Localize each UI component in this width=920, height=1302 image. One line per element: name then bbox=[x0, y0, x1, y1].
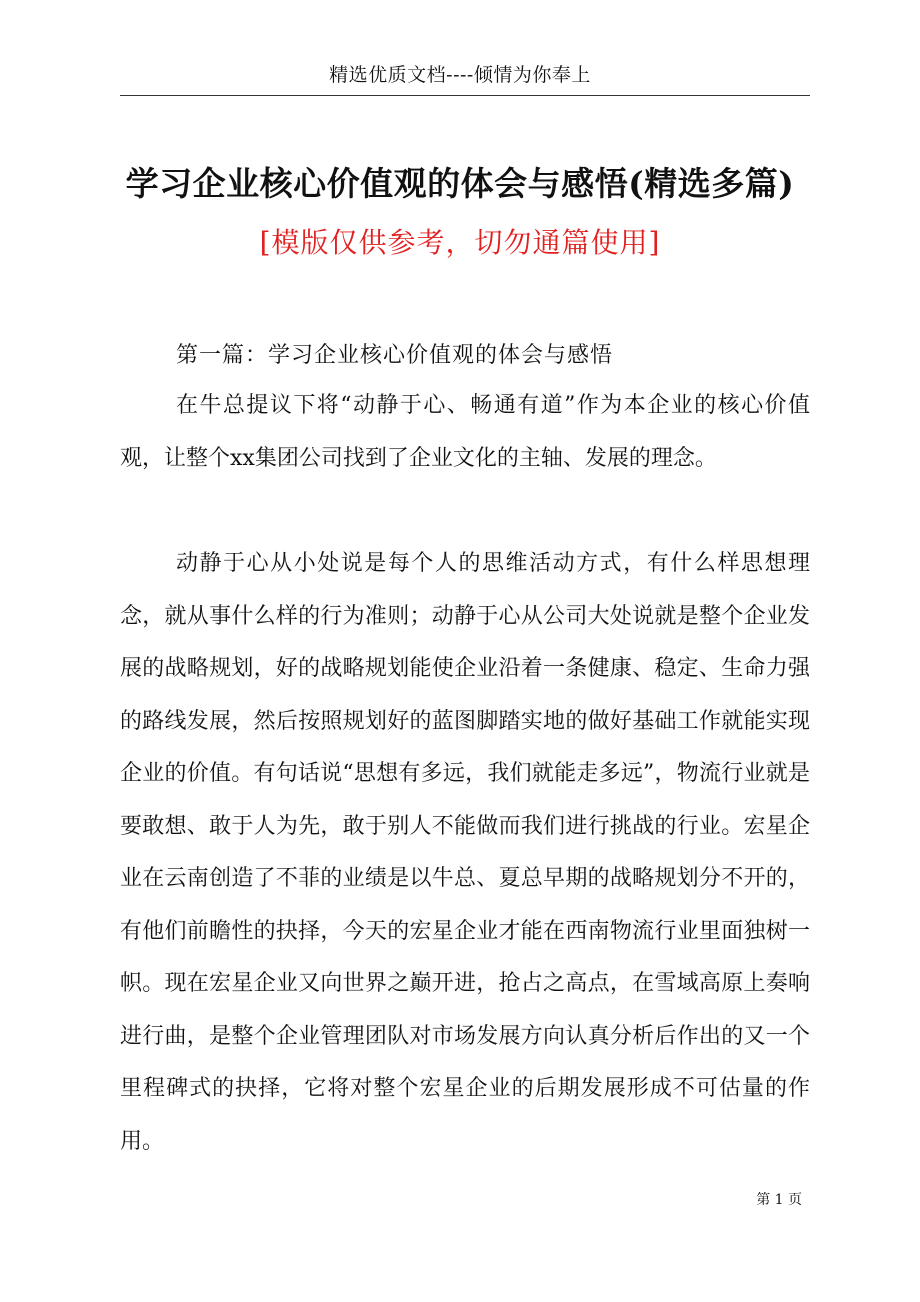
header-divider bbox=[120, 95, 810, 96]
page-header: 精选优质文档----倾情为你奉上 bbox=[329, 64, 591, 86]
section-heading: 第一篇：学习企业核心价值观的体会与感悟 bbox=[176, 343, 614, 368]
page-number: 第 1 页 bbox=[756, 1192, 802, 1208]
body-paragraph: 动静于心从小处说是每个人的思维活动方式，有什么样思想理念，就从事什么样的行为准则；动静于心从公司大处说就是整个企业发展的战略规划，好的战略规划能使企业沿着一条健康、稳定、生命力强的路线发展，然后按照规划好的蓝图脚踏实地的做好基础工作就能实现企业的价值。有句话说“思想有多远，我们就能走多远”，物流行业就是要敢想、敢于人为先，敢于别人不能做而我们进行挑战的行业。宏星企业在云南创造了不菲的业绩是以牛总、夏总早期的战略规划分不开的，有他们前瞻性的抉择，今天的宏星企业才能在西南物流行业里面独树一帜。现在宏星企业又向世界之巅开进，抢占之高点，在雪域高原上奏响进行曲，是整个企业管理团队对市场发展方向认真分析后作出的又一个里程碑式的抉择，它将对整个宏星企业的后期发展形成不可估量的作用。 bbox=[120, 551, 810, 1154]
document-title: 学习企业核心价值观的体会与感悟(精选多篇) bbox=[125, 164, 795, 203]
body-paragraph: 在牛总提议下将“动静于心、畅通有道”作为本企业的核心价值观，让整个xx集团公司找到了企业文化的主轴、发展的理念。 bbox=[120, 393, 810, 471]
document-subtitle: [模版仅供参考，切勿通篇使用] bbox=[259, 226, 661, 259]
